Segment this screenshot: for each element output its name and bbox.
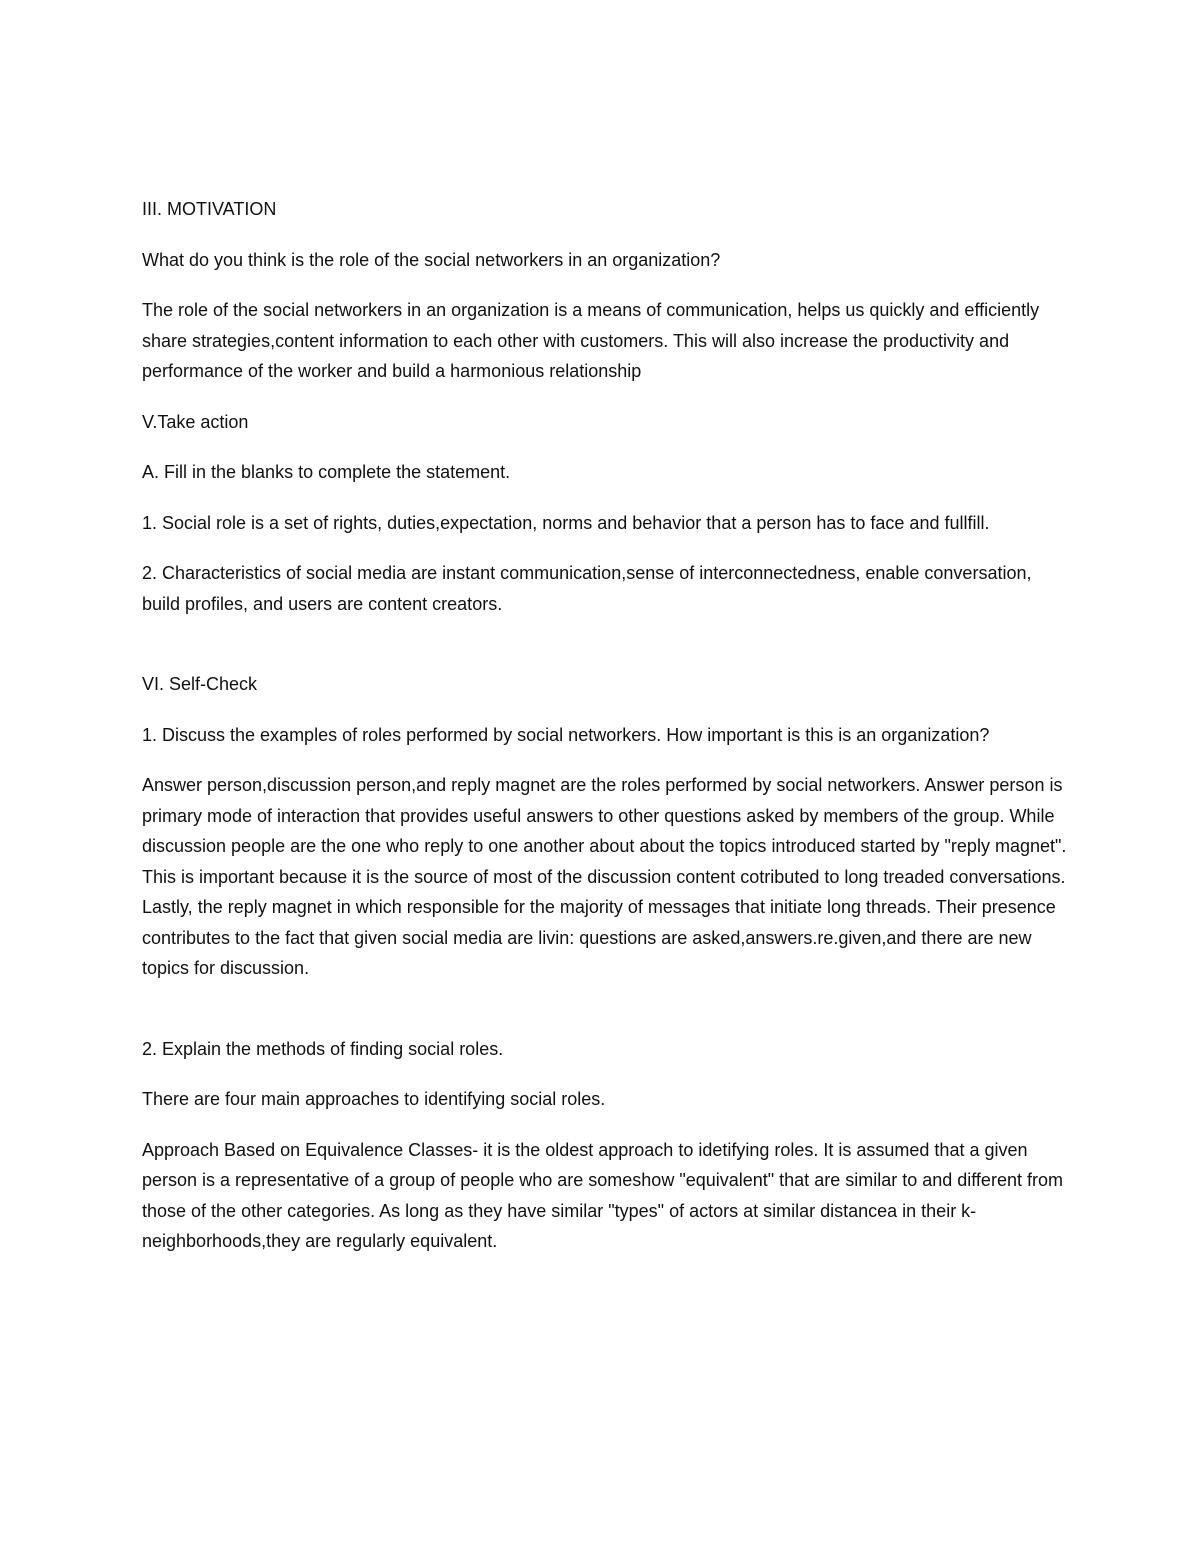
instruction-paragraph: A. Fill in the blanks to complete the statement.: [142, 462, 511, 482]
self-check-answer-2-intro: There are four main approaches to identifying social roles.: [142, 1089, 606, 1109]
self-check-answer-2-approach: Approach Based on Equivalence Classes- it is the oldest approach to idetifying roles. It is assumed that a given person is a representative of a group of people who are someshow "equivalent" that are similar to and different from those of the other categories. As long as they have similar "types" of actors at similar distancea in their k-neighborhoods,they are regularly equivalent.: [142, 1139, 1063, 1251]
fill-in-item-1: 1. Social role is a set of rights, duties,expectation, norms and behavior that a person has to face and fullfill.: [142, 512, 990, 533]
section-heading-take-action: V.Take action: [142, 411, 249, 432]
fill-in-item-2: 2. Characteristics of social media are instant communication,sense of interconnectedness, enable conversation, build profiles, and users are content creators.: [142, 563, 1032, 614]
answer-paragraph: The role of the social networkers in an organization is a means of communication, helps us quickly and efficiently share strategies,content information to each other with customers. This will also increase the productivity and performance of the worker and build a harmonious relationship: [142, 300, 1040, 381]
section-heading-motivation: III. MOTIVATION: [142, 199, 277, 219]
section-heading-self-check: VI. Self-Check: [142, 674, 258, 694]
self-check-question-2: 2. Explain the methods of finding social roles.: [142, 1038, 504, 1059]
question-paragraph: What do you think is the role of the social networkers in an organization?: [142, 249, 721, 270]
self-check-question-1: 1. Discuss the examples of roles performed by social networkers. How important is this is an organization?: [142, 724, 990, 745]
self-check-answer-1: Answer person,discussion person,and reply magnet are the roles performed by social networkers. Answer person is primary mode of interaction that provides useful answers to other questions asked by members of the group. While discussion people are the one who reply to one another about about the topics introduced started by "reply magnet". This is important because it is the source of most of the discussion content cotributed to long treaded conversations. Lastly, the reply magnet in which responsible for the majority of messages that initiate long threads. Their presence contributes to the fact that given social media are livin: questions are asked,answers.re.given,and there are new topics for discussion.: [142, 775, 1067, 978]
document-body: [142, 194, 1067, 1277]
